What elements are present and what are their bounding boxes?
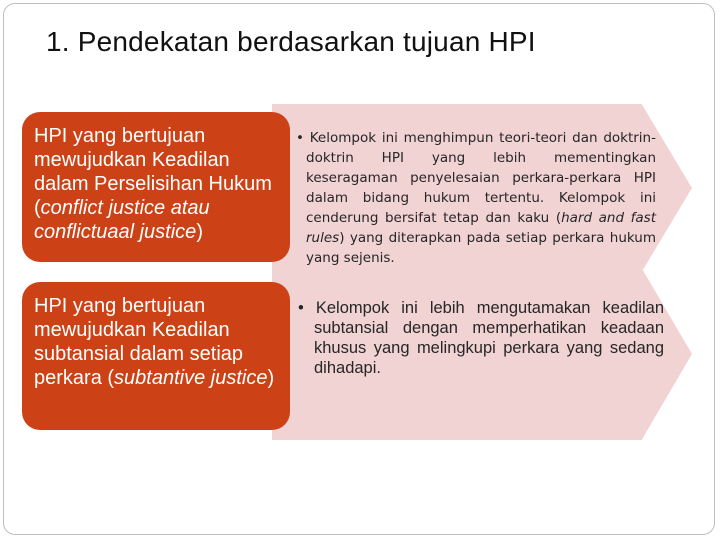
approach-box-substantive-justice: [22, 282, 290, 430]
slide-title: 1. Pendekatan berdasarkan tujuan HPI: [46, 26, 536, 57]
approach-label-term: conflict justice atau conflictuaal justice: [34, 197, 210, 243]
description-text-end: ) yang diterapkan pada setiap perkara hukum yang sejenis.: [306, 230, 656, 266]
approach-label-term: subtantive justice: [114, 367, 268, 389]
approach-label-end: ): [196, 221, 203, 243]
approach-box-conflict-justice: [22, 112, 290, 262]
approach-label: HPI yang bertujuan mewujudkan Keadilan subtansial dalam setiap perkara (: [34, 295, 244, 389]
description-conflict-justice: [296, 128, 656, 268]
description-substantive-justice: [296, 298, 664, 378]
bullet: •: [298, 299, 304, 317]
approach-label-end: ): [267, 367, 275, 389]
description-text: Kelompok ini menghimpun teori-teori dan doktrin-doktrin HPI yang lebih mementingkan keseragaman penyelesaian perkara-perkara HPI dalam bidang hukum tertentu. Kelompok ini cenderung bersifat tetap dan kaku (: [306, 130, 656, 226]
approach-label: HPI yang bertujuan mewujudkan Keadilan dalam Perselisihan Hukum (: [34, 125, 272, 219]
description-text: Kelompok ini lebih mengutamakan keadilan subtansial dengan memperhatikan keadaan khusus yang melingkupi perkara yang sedang dihadapi.: [314, 299, 664, 377]
bullet: •: [296, 130, 304, 146]
description-term: hard and fast rules: [306, 210, 656, 246]
